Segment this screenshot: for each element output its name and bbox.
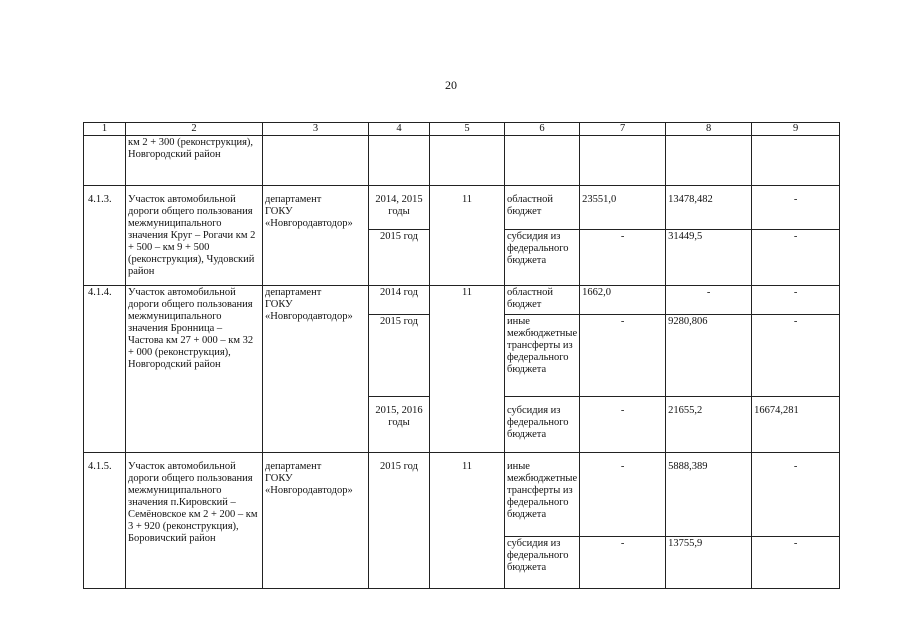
value-cell: - xyxy=(666,286,752,315)
value-cell: 31449,5 xyxy=(666,230,752,286)
target-cell: 11 xyxy=(430,186,505,286)
year-cell: 2015 год xyxy=(369,315,430,397)
value-cell: - xyxy=(752,315,840,397)
executor-cell: департамент ГОКУ «Новгородавтодор» xyxy=(263,186,369,286)
value-cell: - xyxy=(752,286,840,315)
year-cell: 2015 год xyxy=(369,230,430,286)
column-header: 6 xyxy=(505,123,580,136)
budget-table xyxy=(83,122,840,589)
value-cell: 9280,806 xyxy=(666,315,752,397)
value-cell: - xyxy=(752,186,840,230)
column-header: 8 xyxy=(666,123,752,136)
funding-source-cell: областной бюджет xyxy=(505,186,580,230)
value-cell: - xyxy=(580,230,666,286)
column-header: 7 xyxy=(580,123,666,136)
year-cell: 2014, 2015 годы xyxy=(369,186,430,230)
table-row xyxy=(84,453,840,537)
funding-source-cell: субсидия из федерального бюджета xyxy=(505,537,580,589)
item-number: 4.1.5. xyxy=(84,453,126,589)
value-cell: - xyxy=(580,453,666,537)
column-header: 4 xyxy=(369,123,430,136)
column-header: 5 xyxy=(430,123,505,136)
year-cell: 2015 год xyxy=(369,453,430,589)
target-cell: 11 xyxy=(430,286,505,453)
header-row xyxy=(84,123,840,136)
funding-source-cell: субсидия из федерального бюджета xyxy=(505,230,580,286)
object-name-cell: км 2 + 300 (реконструкция), Новгородский район xyxy=(126,136,263,186)
year-cell: 2014 год xyxy=(369,286,430,315)
executor-cell: департамент ГОКУ «Новгородавтодор» xyxy=(263,286,369,453)
item-number: 4.1.3. xyxy=(84,186,126,286)
object-name-cell: Участок автомобильной дороги общего пользования межмуниципального значения Круг – Рогачи км 2 + 500 – км 9 + 500 (реконструкция), Чудовский район xyxy=(126,186,263,286)
value-cell: - xyxy=(752,230,840,286)
column-header: 3 xyxy=(263,123,369,136)
funding-source-cell: областной бюджет xyxy=(505,286,580,315)
column-header: 1 xyxy=(84,123,126,136)
funding-source-cell: субсидия из федерального бюджета xyxy=(505,397,580,453)
funding-source-cell: иные межбюджетные трансферты из федерального бюджета xyxy=(505,315,580,397)
value-cell: - xyxy=(752,537,840,589)
item-number: 4.1.4. xyxy=(84,286,126,453)
table-row xyxy=(84,136,840,186)
table-row xyxy=(84,186,840,230)
executor-cell: департамент ГОКУ «Новгородавтодор» xyxy=(263,453,369,589)
value-cell: 13478,482 xyxy=(666,186,752,230)
page-number: 20 xyxy=(445,78,457,92)
column-header: 9 xyxy=(752,123,840,136)
value-cell: 13755,9 xyxy=(666,537,752,589)
value-cell: 5888,389 xyxy=(666,453,752,537)
value-cell: 23551,0 xyxy=(580,186,666,230)
object-name-cell: Участок автомобильной дороги общего пользования межмуниципального значения Бронница – Частова км 27 + 000 – км 32 + 000 (реконструкция), Новгородский район xyxy=(126,286,263,453)
value-cell: - xyxy=(580,315,666,397)
value-cell: - xyxy=(752,453,840,537)
value-cell: 16674,281 xyxy=(752,397,840,453)
object-name-cell: Участок автомобильной дороги общего пользования межмуниципального значения п.Кировский – Семёновское км 2 + 200 – км 3 + 920 (реконструкция), Боровичский район xyxy=(126,453,263,589)
column-header: 2 xyxy=(126,123,263,136)
table-row xyxy=(84,286,840,315)
year-cell: 2015, 2016 годы xyxy=(369,397,430,453)
value-cell: 1662,0 xyxy=(580,286,666,315)
funding-source-cell: иные межбюджетные трансферты из федерального бюджета xyxy=(505,453,580,537)
target-cell: 11 xyxy=(430,453,505,589)
value-cell: - xyxy=(580,397,666,453)
value-cell: 21655,2 xyxy=(666,397,752,453)
value-cell: - xyxy=(580,537,666,589)
